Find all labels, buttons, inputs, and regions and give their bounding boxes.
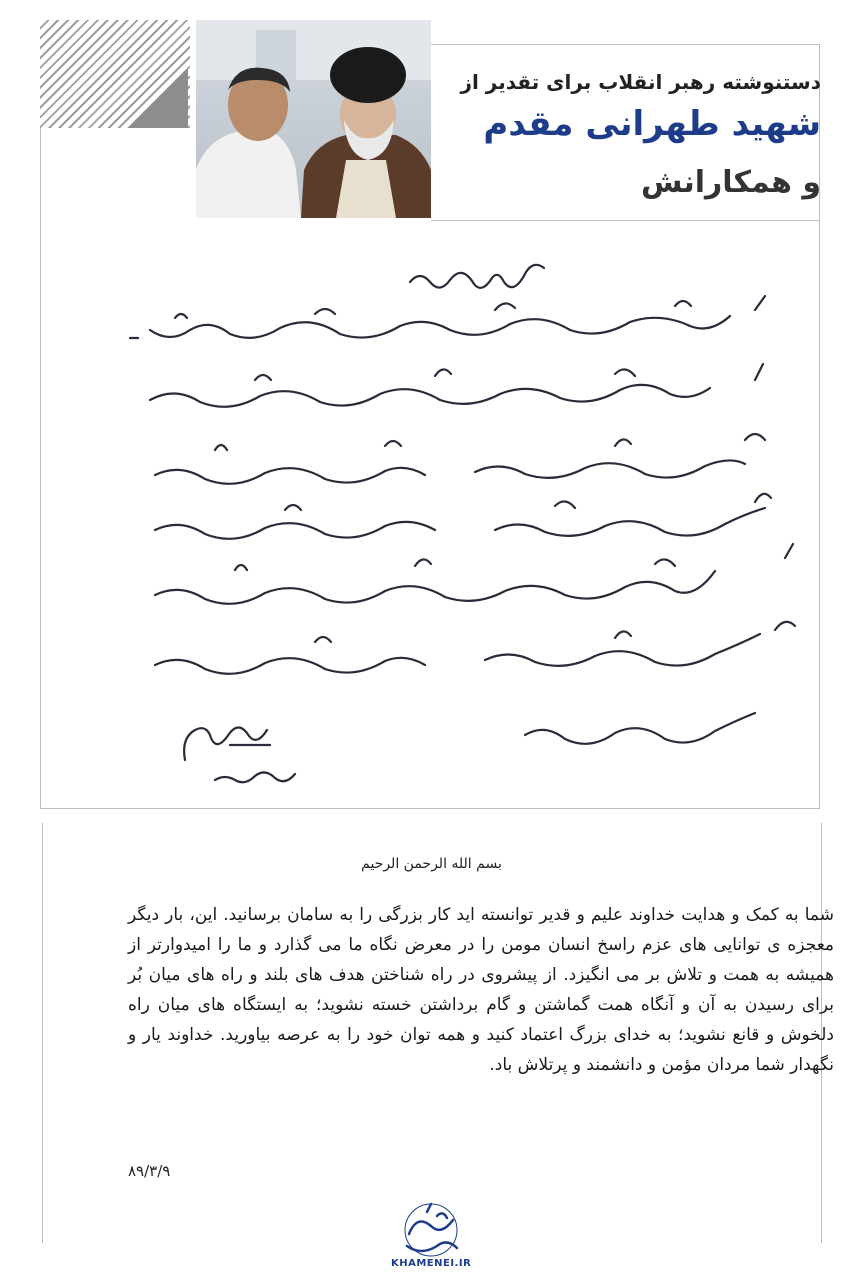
handwriting-image-icon bbox=[55, 240, 825, 800]
page-subtitle: و همکارانش bbox=[641, 165, 821, 200]
frame-bottom-line bbox=[40, 808, 820, 809]
site-name: KHAMENEI.IR bbox=[391, 1258, 472, 1269]
header-divider-line bbox=[431, 220, 820, 221]
frame-left-line bbox=[40, 128, 41, 808]
letter-body-text: شما به کمک و هدایت خداوند علیم و قدیر توانسته اید کار بزرگی را به سامان برسانید. این، بار دیگر معجزه ی توانایی های عزم راسخ انسان مومن را در معرض نگاه ما می گذارد و ما را امیدوارتر از همیشه به همت و تلاش بر می انگیزد. از پیشروی در راه شناختن هدف های بلند و راه های میان بُر برای رسیدن به آن و آنگاه همت گماشتن و گام برداشتن خسته نشوید؛ به ایستگاه های میان راه دلخوش و قانع نشوید؛ به خدای بزرگ اعتماد کنید و همه توان خود را به عرصه بیاورید. خداوند یار و نگهدار شما مردان مؤمن و دانشمند و پرتلاش باد. bbox=[128, 905, 834, 1075]
portrait-photo bbox=[196, 20, 431, 218]
page-title: شهید طهرانی مقدم bbox=[483, 104, 821, 144]
corner-triangle-decoration bbox=[128, 68, 188, 128]
header-caption: دستنوشته رهبر انقلاب برای تقدیر از bbox=[460, 70, 821, 94]
portrait-photo-icon bbox=[196, 20, 431, 218]
frame-top-line bbox=[431, 44, 820, 45]
calligraphy-logo-icon bbox=[391, 1194, 471, 1264]
basmala-heading: بسم الله الرحمن الرحیم bbox=[361, 856, 502, 872]
letter-date: ۸۹/۳/۹ bbox=[128, 1162, 171, 1180]
handwritten-note-image bbox=[55, 240, 825, 800]
